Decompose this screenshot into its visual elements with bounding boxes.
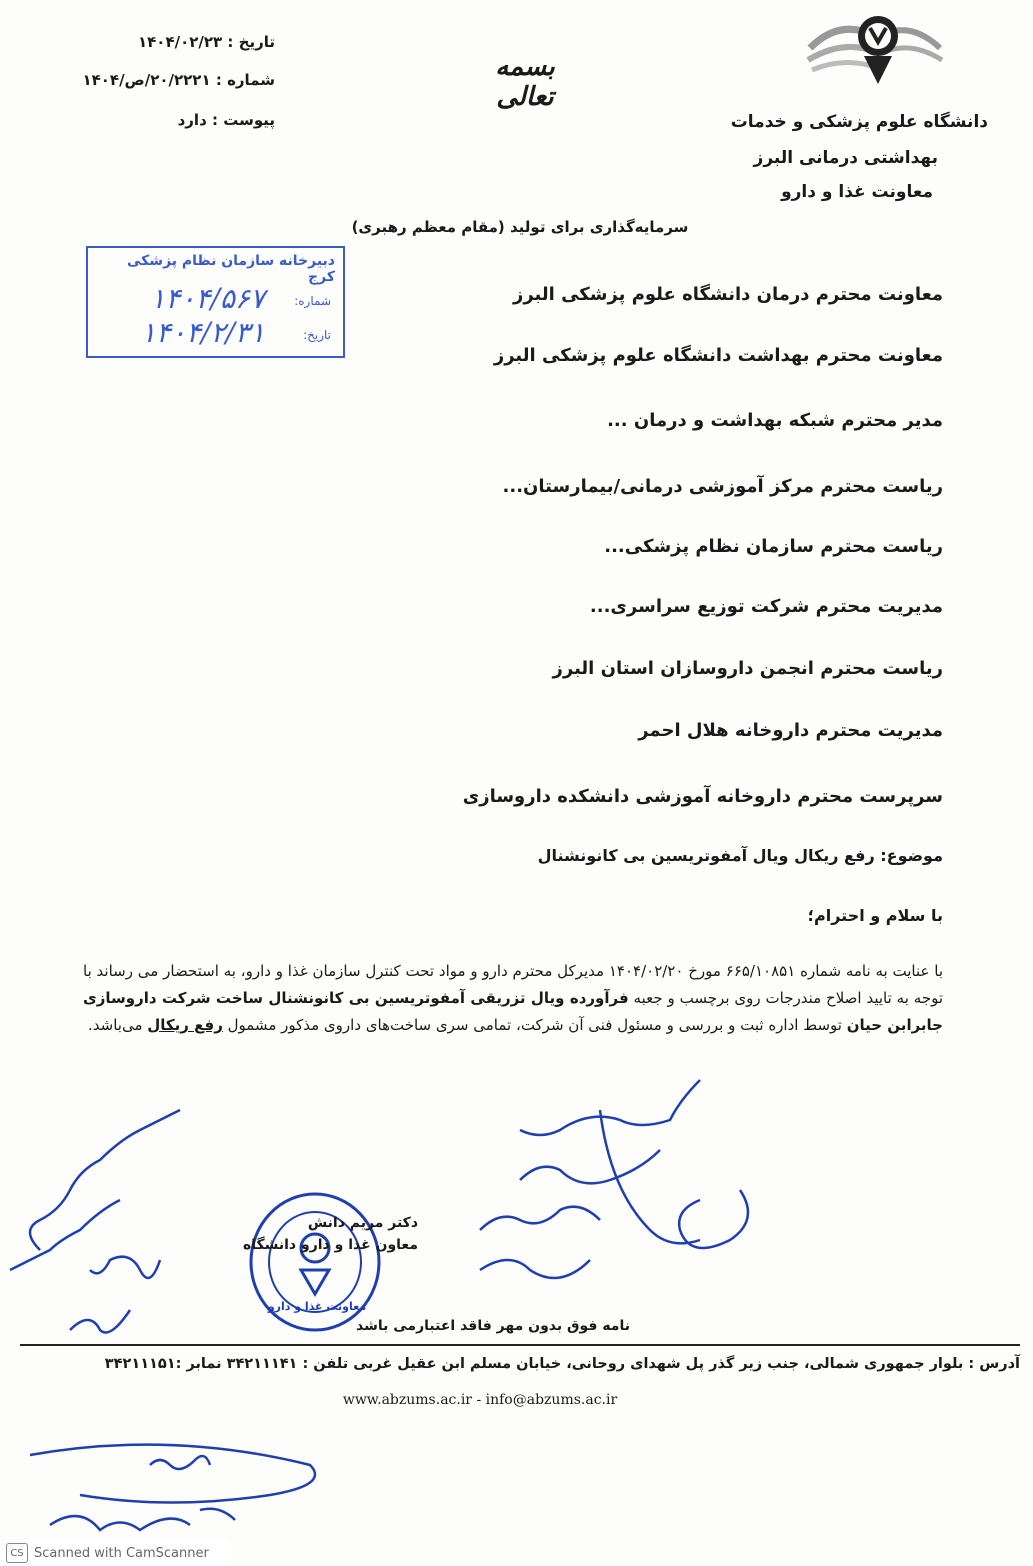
recipient-line: مدیر محترم شبکه بهداشت و درمان ... — [607, 410, 943, 431]
letter-body — [83, 958, 943, 1039]
receipt-stamp — [86, 246, 345, 358]
signatory-title: معاون غذا و دارو دانشگاه — [242, 1237, 418, 1253]
recipient-line: مدیریت محترم شرکت توزیع سراسری... — [589, 596, 943, 617]
handwritten-note — [440, 1070, 770, 1310]
seal-text: معاونت غذا و دارو — [267, 1300, 367, 1313]
camscanner-watermark — [0, 1540, 230, 1566]
letter-date: تاریخ : ۱۴۰۴/۰۲/۲۳ — [138, 33, 275, 51]
recipient-line: مدیریت محترم داروخانه هلال احمر — [638, 720, 943, 741]
camscanner-text: Scanned with CamScanner — [34, 1545, 209, 1561]
subject-line: موضوع: رفع ریکال ویال آمفوتریسین بی کانونشنال — [537, 846, 943, 865]
recipient-line: ریاست محترم انجمن داروسازان استان البرز — [552, 658, 943, 679]
greeting: با سلام و احترام؛ — [807, 906, 943, 925]
motto: سرمایه‌گذاری برای تولید (مقام معظم رهبری) — [351, 218, 689, 236]
body-part: توسط اداره ثبت و بررسی و مسئول فنی آن شرکت، تمامی سری ساخت‌های داروی مذکور مشمول — [222, 1016, 847, 1034]
signatory-name: دکتر مریم دانش — [307, 1215, 418, 1231]
health-services-line: بهداشتی درمانی البرز — [753, 148, 938, 168]
handwritten-bottom-note — [20, 1425, 340, 1545]
stamp-title: دبیرخانه سازمان نظام پزشکی کرج — [127, 253, 335, 285]
bismillah-heading: بسمه تعالی — [495, 52, 555, 112]
recipient-line: ریاست محترم سازمان نظام پزشکی... — [604, 536, 943, 557]
recall-term: رفع ریکال — [147, 1016, 223, 1034]
deputy-line: معاونت غذا و دارو — [781, 182, 933, 202]
footer-address: آدرس : بلوار جمهوری شمالی، جنب زیر گذر پل شهدای روحانی، خیابان مسلم ابن عقیل غربی تلفن : ۳۴۲۱۱۱۴۱ نمابر :۳۴۲۱۱۱۵۱ — [104, 1356, 1020, 1372]
product-name: فرآورده ویال تزریقی آمفوتریسین بی کانونشنال ساخت شرکت داروسازی جابرابن حیان — [83, 989, 943, 1034]
university-logo — [800, 8, 950, 88]
recipient-line: ریاست محترم مرکز آموزشی درمانی/بیمارستان... — [502, 476, 943, 497]
handwritten-annotation — [0, 1090, 210, 1350]
body-part: می‌باشد. — [88, 1016, 148, 1034]
stamp-date-label: تاریخ: — [303, 328, 331, 342]
recipient-line: سرپرست محترم داروخانه آموزشی دانشکده داروسازی — [462, 786, 943, 807]
recipient-line: معاونت محترم درمان دانشگاه علوم پزشکی البرز — [512, 284, 943, 305]
validity-notice: نامه فوق بدون مهر فاقد اعتبارمی باشد — [356, 1318, 630, 1334]
letter-number: شماره : ۲۰/۲۲۲۱/ص/۱۴۰۴ — [82, 71, 275, 89]
university-name: دانشگاه علوم پزشکی و خدمات — [730, 112, 988, 132]
footer-divider — [20, 1344, 1020, 1346]
stamp-date-value: ۱۴۰۴/۲/۳۱ — [140, 316, 265, 349]
body-part: با عنایت به نامه شماره ۶۶۵/۱۰۸۵۱ مورخ ۱۴۰۴/۰۲/۲۰ مدیرکل محترم دارو و مواد تحت کنترل سازمان غذا و دارو، به استحضار می رساند با توجه به تایید اصلاح مندرجات روی برچسب و جعبه — [83, 962, 944, 1007]
letter-attachment: پیوست : دارد — [177, 111, 275, 129]
footer-web: www.abzums.ac.ir - info@abzums.ac.ir — [342, 1392, 618, 1408]
recipient-line: معاونت محترم بهداشت دانشگاه علوم پزشکی البرز — [493, 345, 943, 366]
signatory — [238, 1212, 418, 1256]
stamp-number-value: ۱۴۰۴/۵۶۷ — [150, 282, 265, 315]
stamp-number-label: شماره: — [294, 294, 331, 308]
camscanner-logo-icon: CS — [6, 1543, 28, 1563]
